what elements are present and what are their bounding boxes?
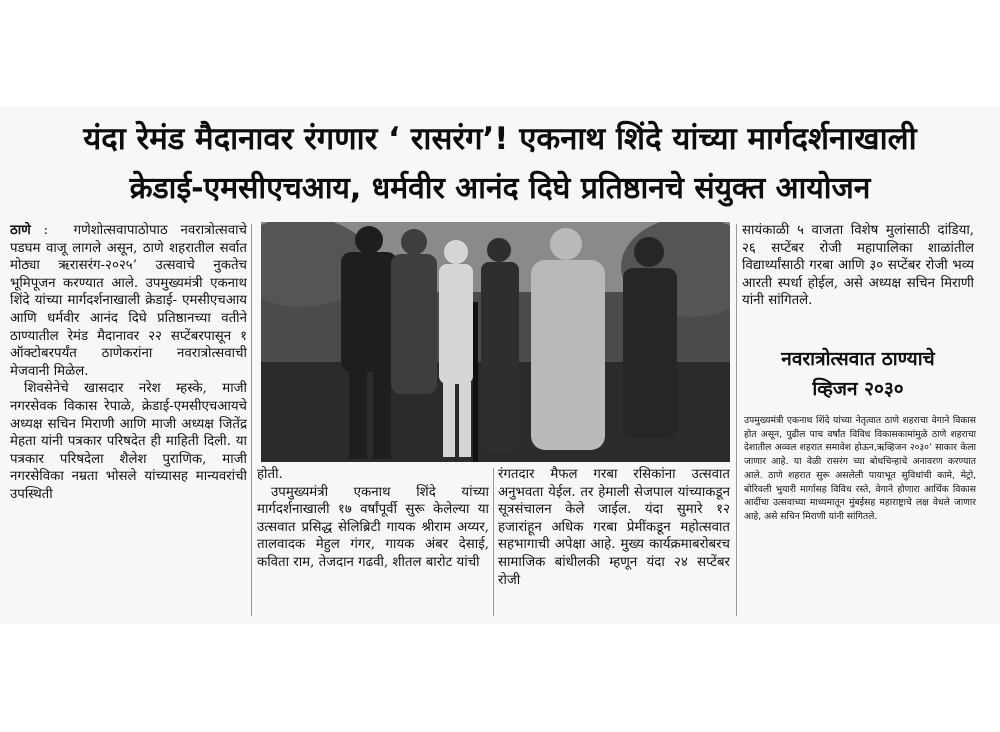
article-paragraph: उपमुख्यमंत्री एकनाथ शिंदे यांच्या मार्गदर्शनाखाली १७ वर्षांपूर्वी सुरू केलेल्या या उत्सवात प्रसिद्ध सेलिब्रिटी गायक श्रीराम अय्यर, तालवादक मेहुल गंगर, गायक अंबर देसाई, कविता राम, तेजदान गढवी, शीतल बारोट यांची (257, 484, 489, 570)
article-column-2 (257, 466, 489, 616)
subheading-line-1: नवरात्रोत्सवात ठाण्याचे (781, 348, 935, 370)
event-photo (261, 222, 730, 462)
article-column-4 (742, 222, 974, 342)
article-paragraph: होती. (257, 467, 283, 482)
column-divider (493, 468, 494, 616)
subheading-line-2: व्हिजन २०३० (812, 378, 904, 400)
headline-line-1: यंदा रेमंड मैदानावर रंगणार ‘ रासरंग’! एकनाथ शिंदे यांच्या मार्गदर्शनाखाली (83, 121, 917, 157)
boxed-article-text: उपमुख्यमंत्री एकनाथ शिंदे यांच्या नेतृत्वात ठाणे शहराचा वेगाने विकास होत असून, पुढील पाच वर्षांत विविध विकासकामांमुळे ठाणे शहराचा देशातील अव्वल शहरात समावेश होऊन,ऋव्हिजन २०३०’ साकार केला जाणार आहे. या वेळी रासरंग च्या बोधचिन्हाचे अनावरण करण्यात आले. ठाणे शहरात सुरू असलेली पायाभूत सुविधांची कामे, मेट्रो, बोरिवली भुयारी मार्गासह विविध रस्ते, वेगाने होणारा आर्थिक विकास आदींचा उत्सवाच्या माध्यमातून मुंबईसह महाराष्ट्राचे लक्ष वेधले जाणार आहे, असे सचिन मिराणी यांनी सांगितले. (744, 415, 976, 522)
column-divider (251, 224, 252, 616)
article-paragraph: रंगतदार मैफल गरबा रसिकांना उत्सवात अनुभवता येईल. तर हेमाली सेजपाल यांच्याकडून सूत्रसंचालन केले जाईल. यंदा सुमारे १२ हजारांहून अधिक गरबा प्रेमींकडून महोत्सवात सहभागाची अपेक्षा आहे. मुख्य कार्यक्रमाबरोबरच सामाजिक बांधीलकी म्हणून यंदा २४ सप्टेंबर रोजी (498, 467, 730, 588)
article-paragraph: ठाणे : गणेशोत्सवापाठोपाठ नवरात्रोत्सवाचे पडघम वाजू लागले असून, ठाणे शहरातील सर्वात मोठ्या ऋरासरंग-२०२५’ उत्सवाचे नुकतेच भूमिपूजन करण्यात आले. उपमुख्यमंत्री एकनाथ शिंदे यांच्या मार्गदर्शनाखाली क्रेडाई- एमसीएचआय आणि धर्मवीर आनंद दिघे प्रतिष्ठानच्या वतीने ठाण्यातील रेमंड मैदानावर २२ सप्टेंबरपासून १ ऑक्टोबरपर्यंत ठाणेकरांना नवरात्रोत्सवाची मेजवानी मिळेल. (10, 223, 247, 379)
column-divider (736, 224, 737, 616)
subheading (742, 344, 974, 404)
article-paragraph: सायंकाळी ५ वाजता विशेष मुलांसाठी दांडिया, २६ सप्टेंबर रोजी महापालिका शाळांतील विद्यार्थ्यांसाठी गरबा आणि ३० सप्टेंबर रोजी भव्य आरती स्पर्धा होईल, असे अध्यक्ष सचिन मिराणी यांनी सांगितले. (742, 223, 974, 309)
article-column-1 (10, 222, 247, 622)
article-paragraph: शिवसेनेचे खासदार नरेश म्हस्के, माजी नगरसेवक विकास रेपाळे, क्रेडाई-एमसीएचआयचे अध्यक्ष सचिन मिराणी आणि माजी अध्यक्ष जितेंद्र मेहता यांनी पत्रकार परिषदेत ही माहिती दिली. या पत्रकार परिषदेला शैलेश पुराणिक, माजी नगरसेविका नम्रता भोसले यांच्यासह मान्यवरांची उपस्थिती (10, 381, 247, 502)
paragraph-text: गणेशोत्सवापाठोपाठ नवरात्रोत्सवाचे पडघम वाजू लागले असून, ठाणे शहरातील सर्वात मोठ्या ऋरासरंग-२०२५’ उत्सवाचे नुकतेच भूमिपूजन करण्यात आले. उपमुख्यमंत्री एकनाथ शिंदे यांच्या मार्गदर्शनाखाली क्रेडाई- एमसीएचआय आणि धर्मवीर आनंद दिघे प्रतिष्ठानच्या वतीने ठाण्यातील रेमंड मैदानावर २२ सप्टेंबरपासून १ ऑक्टोबरपर्यंत ठाणेकरांना नवरात्रोत्सवाची मेजवानी मिळेल. (10, 223, 247, 379)
dateline: ठाणे (10, 223, 31, 238)
headline-line-2: क्रेडाई-एमसीएचआय, धर्मवीर आनंद दिघे प्रतिष्ठानचे संयुक्त आयोजन (129, 171, 871, 206)
article-column-3 (498, 466, 730, 616)
